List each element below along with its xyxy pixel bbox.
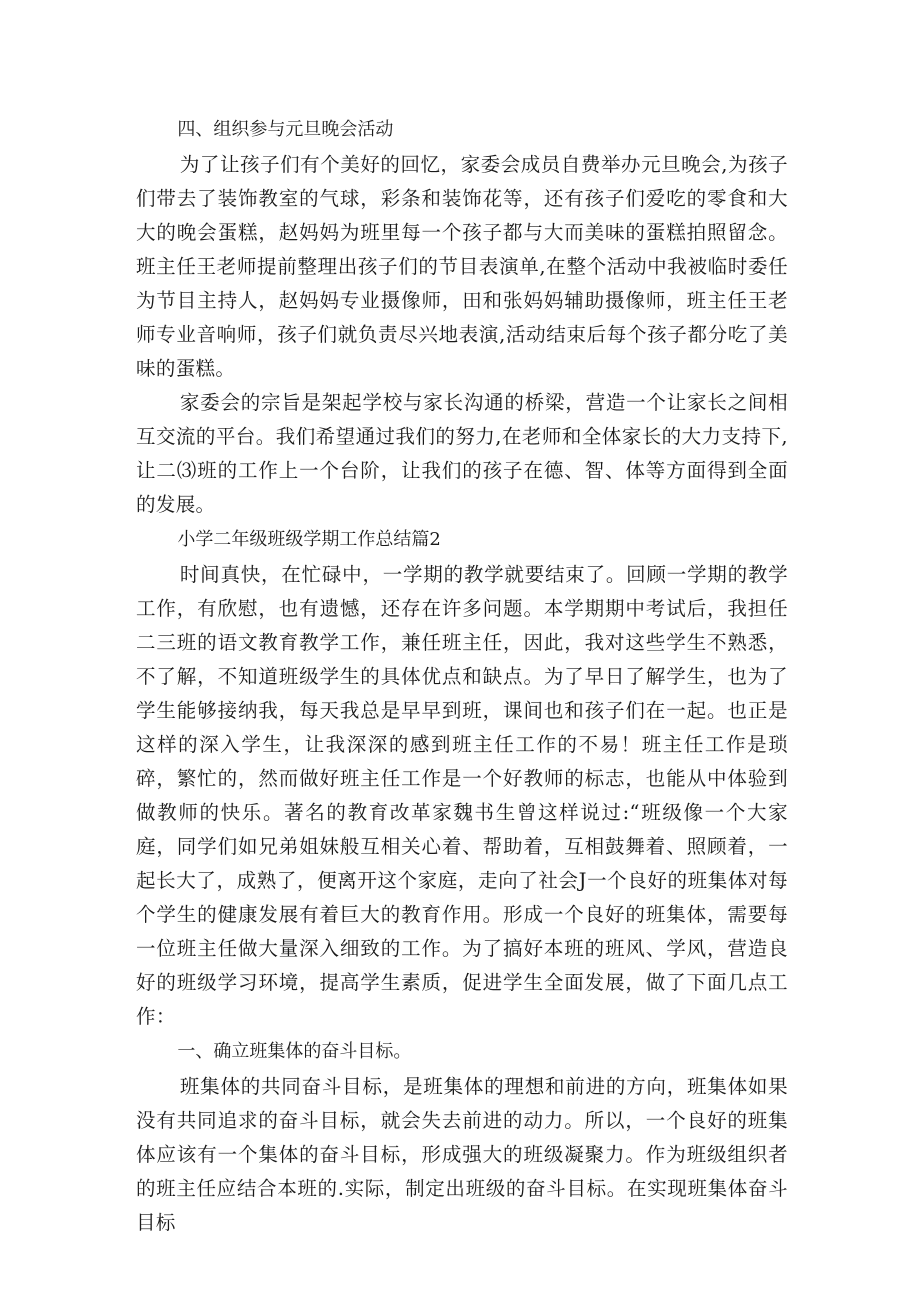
paragraph-committee-purpose: 家委会的宗旨是架起学校与家长沟通的桥梁，营造一个让家长之间相互交流的平台。我们希望通过我们的努力,在老师和全体家长的大力支持下,让二⑶班的工作上一个台阶，让我们的孩子在德、智、体等方面得到全面的发展。 [136,391,788,516]
paragraph-new-year-party: 为了让孩子们有个美好的回忆，家委会成员自费举办元旦晚会,为孩子们带去了装饰教室的气球，彩条和装饰花等，还有孩子们爱吃的零食和大大的晚会蛋糕，赵妈妈为班里每一个孩子都与大而美味的蛋糕拍照留念。班主任王老师提前整理出孩子们的节目表演单,在整个活动中我被临时委任为节目主持人，赵妈妈专业摄像师，田和张妈妈辅助摄像师，班主任王老师专业音响师，孩子们就负责尽兴地表演,活动结束后每个孩子都分吃了美味的蛋糕。 [136,153,788,380]
paragraph-class-goal: 班集体的共同奋斗目标，是班集体的理想和前进的方向，班集体如果没有共同追求的奋斗目标，就会失去前进的动力。所以，一个良好的班集体应该有一个集体的奋斗目标，形成强大的班级凝聚力。作为班级组织者的班主任应结合本班的.实际，制定出班级的奋斗目标。在实现班集体奋斗目标 [136,1075,788,1234]
section-heading-new-year-party: 四、组织参与元旦晚会活动 [177,119,394,140]
paragraph-semester-review: 时间真快，在忙碌中，一学期的教学就要结束了。回顾一学期的教学工作，有欣慰，也有遗憾，还存在许多问题。本学期期中考试后，我担任二三班的语文教育教学工作，兼任班主任，因此，我对这些学生不熟悉，不了解，不知道班级学生的具体优点和缺点。为了早日了解学生，也为了学生能够接纳我，每天我总是早早到班，课间也和孩子们在一起。也正是这样的深入学生，让我深深的感到班主任工作的不易！班主任工作是琐碎，繁忙的，然而做好班主任工作是一个好教师的标志，也能从中体验到做教师的快乐。著名的教育改革家魏书生曾这样说过:“班级像一个大家庭，同学们如兄弟姐妹般互相关心着、帮助着，互相鼓舞着、照顾着，一起长大了，成熟了，便离开这个家庭，走向了社会J一个良好的班集体对每个学生的健康发展有着巨大的教育作用。形成一个良好的班集体，需要每一位班主任做大量深入细致的工作。为了搞好本班的班风、学风，营造良好的班级学习环境，提高学生素质，促进学生全面发展，做了下面几点工作： [136,563,788,1028]
document-body [136,112,788,1240]
section-heading-class-goal: 一、确立班集体的奋斗目标。 [177,1041,412,1062]
article-title-part-2: 小学二年级班级学期工作总结篇2 [177,529,441,550]
